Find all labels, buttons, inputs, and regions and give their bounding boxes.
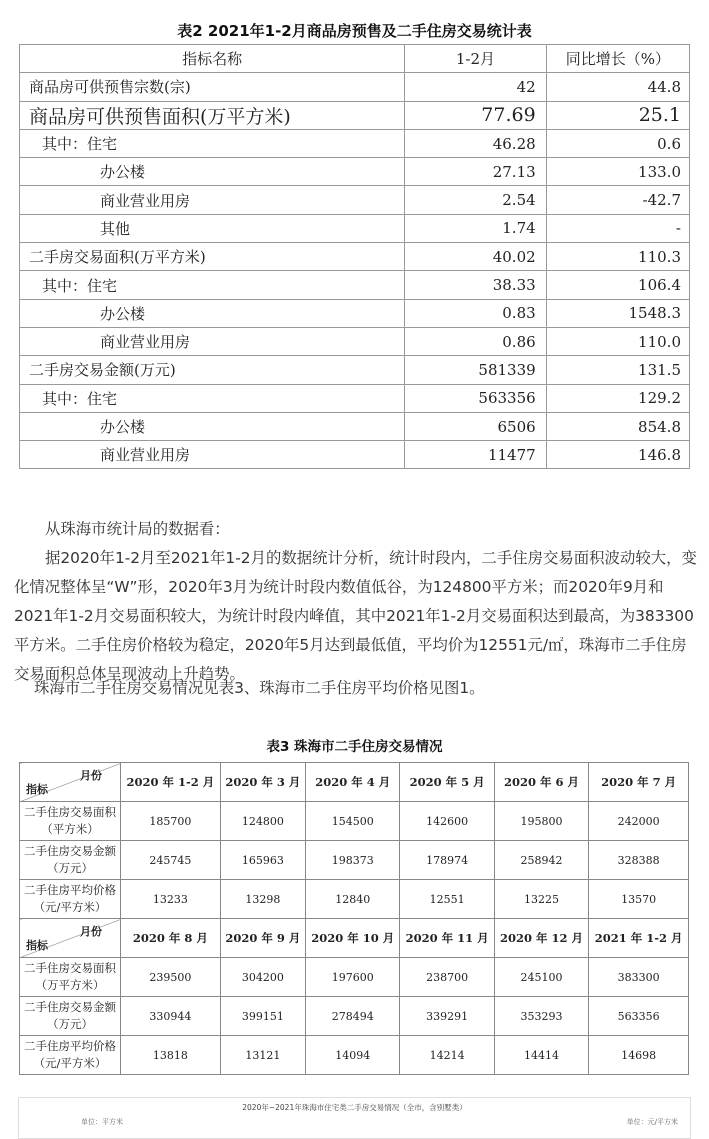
- table-row: [20, 186, 690, 214]
- row-name: 其中：住宅: [20, 271, 405, 299]
- paragraph-reference: 珠海市二手住房交易情况见表3、珠海市二手住房平均价格见图1。: [34, 679, 485, 697]
- row-label-line2: （万平方米）: [35, 978, 105, 992]
- row-label-line1: 二手住房平均价格: [24, 883, 116, 897]
- table-cell: 258942: [494, 841, 588, 880]
- table-cell: 14094: [306, 1036, 400, 1075]
- table-row: [20, 73, 690, 101]
- row-label-line1: 二手住房交易面积: [24, 961, 116, 975]
- row-growth: 106.4: [546, 271, 689, 299]
- table-cell: 142600: [400, 802, 494, 841]
- paragraph-intro-text: 从珠海市统计局的数据看：: [45, 520, 230, 538]
- row-growth: 146.8: [546, 441, 689, 469]
- table-row: [20, 243, 690, 271]
- row-value: 46.28: [405, 129, 546, 157]
- row-name: 其中：住宅: [20, 129, 405, 157]
- figure-unit-left: 单位：平方米: [81, 1118, 123, 1126]
- row-value: 0.83: [405, 299, 546, 327]
- table-cell: 197600: [306, 958, 400, 997]
- paragraph-analysis: 据2020年1-2月至2021年1-2月的数据统计分析，统计时段内，二手住房交易面积波动较大，变化情况整体呈“W”形，2020年3月为统计时段内数值低谷，为124800平方米；而2020年9月和2021年1-2月交易面积较大，为统计时段内峰值，其中2021年1-2月交易面积达到最高，为383300平方米。二手住房价格较为稳定，2020年5月达到最低值，平均价为12551元/㎡，珠海市二手住房交易面积总体呈现波动上升趋势。: [14, 549, 697, 683]
- table-cell: 12840: [306, 880, 400, 919]
- month-header: 2020 年 4 月: [306, 763, 400, 802]
- table-cell: 13298: [220, 880, 305, 919]
- row-name: 其他: [20, 214, 405, 242]
- row-label: [20, 880, 121, 919]
- row-value: 2.54: [405, 186, 546, 214]
- table-cell: 328388: [589, 841, 689, 880]
- table-cell: 14414: [494, 1036, 588, 1075]
- table-row: [20, 997, 689, 1036]
- table-cell: 13121: [220, 1036, 305, 1075]
- table-cell: 124800: [220, 802, 305, 841]
- table-header-row: [20, 45, 690, 73]
- row-value: 6506: [405, 412, 546, 440]
- row-name: 商品房可供预售宗数(宗): [20, 73, 405, 101]
- table-cell: 14698: [589, 1036, 689, 1075]
- corner-cell: [20, 763, 121, 802]
- month-header-row: [20, 919, 689, 958]
- row-label: [20, 802, 121, 841]
- table-row: [20, 958, 689, 997]
- row-label-line2: （万元）: [47, 1017, 93, 1031]
- month-header: 2020 年 12 月: [494, 919, 588, 958]
- table3-title: 表3 珠海市二手住房交易情况: [266, 739, 443, 755]
- table-row: [20, 880, 689, 919]
- table-cell: 185700: [121, 802, 221, 841]
- table-cell: 13818: [121, 1036, 221, 1075]
- row-growth: 0.6: [546, 129, 689, 157]
- table-cell: 330944: [121, 997, 221, 1036]
- header-period: 1-2月: [405, 45, 546, 73]
- table-cell: 12551: [400, 880, 494, 919]
- row-name: 商业营业用房: [20, 441, 405, 469]
- month-header: 2020 年 1-2 月: [121, 763, 221, 802]
- table-cell: 238700: [400, 958, 494, 997]
- row-growth: -42.7: [546, 186, 689, 214]
- month-header: 2020 年 8 月: [121, 919, 221, 958]
- row-label-line2: （元/平方米）: [33, 1056, 107, 1070]
- row-value: 77.69: [405, 101, 546, 129]
- row-growth: 110.3: [546, 243, 689, 271]
- row-label-line2: （万元）: [47, 861, 93, 875]
- table-cell: 154500: [306, 802, 400, 841]
- row-label: [20, 958, 121, 997]
- month-header: 2020 年 10 月: [306, 919, 400, 958]
- table-row: [20, 214, 690, 242]
- table2-title: 表2 2021年1-2月商品房预售及二手住房交易统计表: [177, 22, 532, 40]
- table-row: [20, 802, 689, 841]
- row-value: 563356: [405, 384, 546, 412]
- row-growth: 110.0: [546, 327, 689, 355]
- row-label: [20, 841, 121, 880]
- row-label: [20, 997, 121, 1036]
- table-row: [20, 412, 690, 440]
- row-value: 11477: [405, 441, 546, 469]
- row-growth: 131.5: [546, 356, 689, 384]
- table-row: [20, 441, 690, 469]
- row-name: 其中：住宅: [20, 384, 405, 412]
- table-cell: 198373: [306, 841, 400, 880]
- month-header: 2020 年 5 月: [400, 763, 494, 802]
- table-cell: 245100: [494, 958, 588, 997]
- row-name: 商业营业用房: [20, 327, 405, 355]
- corner-indicator-label: 指标: [26, 939, 48, 952]
- row-growth: 25.1: [546, 101, 689, 129]
- table-cell: 13225: [494, 880, 588, 919]
- figure-title: 2020年~2021年珠海市住宅类二手房交易情况（全市，含别墅类）: [242, 1103, 467, 1112]
- table-row: [20, 356, 690, 384]
- row-label-line1: 二手住房交易金额: [24, 844, 116, 858]
- month-header: 2020 年 3 月: [220, 763, 305, 802]
- table-cell: 14214: [400, 1036, 494, 1075]
- table-cell: 353293: [494, 997, 588, 1036]
- row-label-line2: （平方米）: [41, 822, 99, 836]
- table-cell: 165963: [220, 841, 305, 880]
- row-growth: 854.8: [546, 412, 689, 440]
- table-cell: 245745: [121, 841, 221, 880]
- row-label-line2: （元/平方米）: [33, 900, 107, 914]
- row-name: 办公楼: [20, 299, 405, 327]
- row-value: 42: [405, 73, 546, 101]
- row-value: 27.13: [405, 158, 546, 186]
- month-header: 2021 年 1-2 月: [589, 919, 689, 958]
- table-cell: 278494: [306, 997, 400, 1036]
- row-growth: 1548.3: [546, 299, 689, 327]
- paragraph-intro: [14, 515, 698, 544]
- row-value: 0.86: [405, 327, 546, 355]
- row-label: [20, 1036, 121, 1075]
- month-header: 2020 年 6 月: [494, 763, 588, 802]
- row-name: 二手房交易面积(万平方米): [20, 243, 405, 271]
- table-cell: 195800: [494, 802, 588, 841]
- table-cell: 383300: [589, 958, 689, 997]
- corner-indicator-label: 指标: [26, 783, 48, 796]
- table-row: [20, 327, 690, 355]
- row-value: 40.02: [405, 243, 546, 271]
- corner-cell: [20, 919, 121, 958]
- table-row: [20, 271, 690, 299]
- month-header: 2020 年 11 月: [400, 919, 494, 958]
- row-label-line1: 二手住房交易面积: [24, 805, 116, 819]
- table-cell: 304200: [220, 958, 305, 997]
- table-cell: 563356: [589, 997, 689, 1036]
- row-growth: 129.2: [546, 384, 689, 412]
- table-cell: 239500: [121, 958, 221, 997]
- row-label-line1: 二手住房交易金额: [24, 1000, 116, 1014]
- row-growth: -: [546, 214, 689, 242]
- row-label-line1: 二手住房平均价格: [24, 1039, 116, 1053]
- table-cell: 178974: [400, 841, 494, 880]
- table-cell: 242000: [589, 802, 689, 841]
- presale-stats-table: [19, 44, 690, 469]
- table-row: [20, 384, 690, 412]
- row-name: 二手房交易金额(万元): [20, 356, 405, 384]
- row-name: 商品房可供预售面积(万平方米): [20, 101, 405, 129]
- row-name: 办公楼: [20, 412, 405, 440]
- header-growth: 同比增长（%）: [546, 45, 689, 73]
- table-cell: 13570: [589, 880, 689, 919]
- corner-month-label: 月份: [80, 769, 102, 782]
- table-row: [20, 299, 690, 327]
- month-header-row: [20, 763, 689, 802]
- figure-unit-right: 单位：元/平方米: [626, 1118, 678, 1126]
- row-growth: 133.0: [546, 158, 689, 186]
- table-row: [20, 101, 690, 129]
- figure-preview: [18, 1097, 691, 1139]
- row-value: 38.33: [405, 271, 546, 299]
- row-value: 581339: [405, 356, 546, 384]
- table-row: [20, 129, 690, 157]
- table-row: [20, 158, 690, 186]
- secondhand-housing-table: [19, 762, 689, 1075]
- table-cell: 13233: [121, 880, 221, 919]
- row-growth: 44.8: [546, 73, 689, 101]
- table-row: [20, 1036, 689, 1075]
- table-cell: 399151: [220, 997, 305, 1036]
- row-value: 1.74: [405, 214, 546, 242]
- month-header: 2020 年 7 月: [589, 763, 689, 802]
- table-row: [20, 841, 689, 880]
- month-header: 2020 年 9 月: [220, 919, 305, 958]
- table-cell: 339291: [400, 997, 494, 1036]
- row-name: 办公楼: [20, 158, 405, 186]
- corner-month-label: 月份: [80, 925, 102, 938]
- header-indicator: 指标名称: [20, 45, 405, 73]
- row-name: 商业营业用房: [20, 186, 405, 214]
